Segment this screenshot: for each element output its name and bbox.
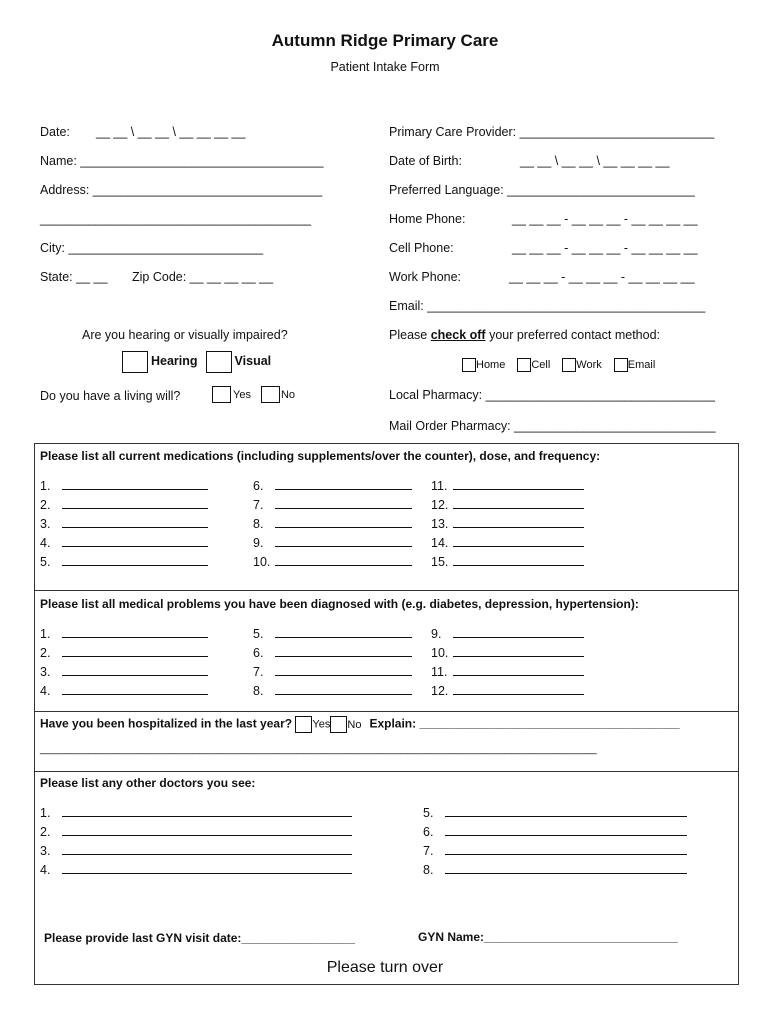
impaired-question: Are you hearing or visually impaired? <box>82 328 288 342</box>
living-will-question: Do you have a living will? <box>40 389 181 403</box>
doctor-row[interactable] <box>423 862 687 877</box>
problem-number: 6. <box>253 646 264 660</box>
med-blank[interactable] <box>275 516 412 528</box>
med-row[interactable] <box>253 535 412 550</box>
provider-field[interactable]: Primary Care Provider: ____________________________ <box>389 125 715 139</box>
problem-blank[interactable] <box>62 683 208 695</box>
problem-row[interactable] <box>40 664 208 679</box>
problems-heading: Please list all medical problems you have been diagnosed with (e.g. diabetes, depression, hypertension): <box>40 597 639 611</box>
problem-blank[interactable] <box>453 664 584 676</box>
dob-label: Date of Birth: <box>389 154 462 168</box>
contact-home-label: Home <box>476 358 506 371</box>
doctor-number: 7. <box>423 844 434 858</box>
address-field[interactable]: Address: _________________________________ <box>40 183 323 197</box>
med-number: 6. <box>253 479 264 493</box>
hospitalized-no-checkbox[interactable] <box>330 716 347 733</box>
problem-number: 9. <box>431 627 442 641</box>
hearing-checkbox[interactable] <box>122 351 148 373</box>
med-number: 14. <box>431 536 449 550</box>
med-number: 11. <box>431 479 448 493</box>
hospitalized-explain-line2[interactable]: ___________________________________________________________________________________________ <box>40 743 597 755</box>
doctor-blank[interactable] <box>445 843 687 855</box>
med-row[interactable] <box>40 554 208 569</box>
problem-row[interactable] <box>40 683 208 698</box>
problem-row[interactable] <box>431 664 584 679</box>
med-row[interactable] <box>431 478 584 493</box>
problem-number: 10. <box>431 646 449 660</box>
hospitalized-no-label: No <box>347 718 362 731</box>
form-subtitle: Patient Intake Form <box>330 60 440 74</box>
med-blank[interactable] <box>275 478 412 490</box>
med-blank[interactable] <box>453 516 584 528</box>
mail-pharmacy-field[interactable]: Mail Order Pharmacy: _____________________________ <box>389 419 716 433</box>
med-number: 2. <box>40 498 51 512</box>
med-number: 10. <box>253 555 271 569</box>
doctor-row[interactable] <box>40 824 352 839</box>
problem-number: 1. <box>40 627 51 641</box>
hearing-label: Hearing <box>151 354 198 369</box>
med-blank[interactable] <box>62 516 208 528</box>
doctor-blank[interactable] <box>445 862 687 874</box>
problem-row[interactable] <box>253 645 412 660</box>
med-row[interactable] <box>253 554 412 569</box>
hospitalized-row <box>40 716 680 733</box>
visual-label: Visual <box>234 354 272 369</box>
doctor-row[interactable] <box>423 824 687 839</box>
doctor-number: 6. <box>423 825 434 839</box>
doctor-blank[interactable] <box>62 862 352 874</box>
doctor-row[interactable] <box>423 805 687 820</box>
med-blank[interactable] <box>62 497 208 509</box>
problem-blank[interactable] <box>453 645 584 657</box>
living-will-no-checkbox[interactable] <box>261 386 280 403</box>
med-row[interactable] <box>431 554 584 569</box>
divider-3 <box>34 771 738 772</box>
home-phone-label: Home Phone: <box>389 212 466 226</box>
med-number: 5. <box>40 555 51 569</box>
problem-blank[interactable] <box>275 645 412 657</box>
problem-row[interactable] <box>253 664 412 679</box>
zip-field[interactable]: Zip Code: __ __ __ __ __ <box>132 270 274 284</box>
email-field[interactable]: Email: ________________________________________ <box>389 299 706 313</box>
city-field[interactable]: City: ____________________________ <box>40 241 264 255</box>
problem-number: 12. <box>431 684 449 698</box>
problem-blank[interactable] <box>62 664 208 676</box>
problem-number: 4. <box>40 684 51 698</box>
date-field[interactable]: __ __ \ __ __ \ __ __ __ __ <box>96 125 246 139</box>
med-row[interactable] <box>253 497 412 512</box>
medications-heading: Please list all current medications (including supplements/over the counter), dose, and frequency: <box>40 449 601 463</box>
med-row[interactable] <box>40 497 208 512</box>
problem-row[interactable] <box>431 683 584 698</box>
dob-field[interactable]: __ __ \ __ __ \ __ __ __ __ <box>520 154 670 168</box>
doctor-blank[interactable] <box>62 843 352 855</box>
med-blank[interactable] <box>62 478 208 490</box>
med-number: 9. <box>253 536 264 550</box>
cell-phone-label: Cell Phone: <box>389 241 454 255</box>
problem-blank[interactable] <box>275 664 412 676</box>
living-will-no-label: No <box>280 388 296 401</box>
contact-method-question <box>389 328 660 342</box>
doctor-blank[interactable] <box>445 824 687 836</box>
problem-number: 3. <box>40 665 51 679</box>
med-number: 13. <box>431 517 449 531</box>
med-row[interactable] <box>40 478 208 493</box>
contact-cell-checkbox[interactable] <box>517 358 531 372</box>
med-number: 15. <box>431 555 449 569</box>
doctor-row[interactable] <box>40 862 352 877</box>
living-will-yes-label: Yes <box>233 388 251 401</box>
living-will-options <box>212 386 295 403</box>
doctors-heading: Please list any other doctors you see: <box>40 776 256 790</box>
home-phone-field[interactable]: __ __ __ - __ __ __ - __ __ __ __ <box>512 212 698 226</box>
med-number: 7. <box>253 498 264 512</box>
med-blank[interactable] <box>453 478 584 490</box>
med-row[interactable] <box>431 516 584 531</box>
contact-work-checkbox[interactable] <box>562 358 576 372</box>
gyn-name-field[interactable]: GYN Name:_____________________________ <box>418 930 678 944</box>
visual-checkbox[interactable] <box>206 351 232 373</box>
problem-blank[interactable] <box>275 683 412 695</box>
med-blank[interactable] <box>275 535 412 547</box>
contact-prefix: Please <box>389 328 431 342</box>
divider-1 <box>34 590 738 591</box>
divider-2 <box>34 711 738 712</box>
med-blank[interactable] <box>275 554 412 566</box>
med-number: 1. <box>40 479 51 493</box>
doctor-number: 3. <box>40 844 51 858</box>
problem-row[interactable] <box>253 626 412 641</box>
problem-row[interactable] <box>40 626 208 641</box>
doctor-row[interactable] <box>40 843 352 858</box>
med-blank[interactable] <box>275 497 412 509</box>
med-blank[interactable] <box>453 497 584 509</box>
doctor-blank[interactable] <box>62 824 352 836</box>
doctor-number: 2. <box>40 825 51 839</box>
med-number: 8. <box>253 517 264 531</box>
problem-number: 11. <box>431 665 448 679</box>
doctor-blank[interactable] <box>62 805 352 817</box>
problem-row[interactable] <box>40 645 208 660</box>
problem-row[interactable] <box>431 626 584 641</box>
problem-blank[interactable] <box>453 626 584 638</box>
problem-blank[interactable] <box>275 626 412 638</box>
hospitalized-yes-label: Yes <box>312 718 331 731</box>
med-row[interactable] <box>253 478 412 493</box>
work-phone-field[interactable]: __ __ __ - __ __ __ - __ __ __ __ <box>509 270 695 284</box>
doctor-row[interactable] <box>423 843 687 858</box>
problem-number: 2. <box>40 646 51 660</box>
med-number: 12. <box>431 498 449 512</box>
contact-email-checkbox[interactable] <box>614 358 628 372</box>
problem-row[interactable] <box>431 645 584 660</box>
contact-home-checkbox[interactable] <box>462 358 476 372</box>
local-pharmacy-field[interactable]: Local Pharmacy: _________________________________ <box>389 388 715 402</box>
problem-blank[interactable] <box>62 645 208 657</box>
med-blank[interactable] <box>62 554 208 566</box>
med-blank[interactable] <box>453 535 584 547</box>
contact-email-label: Email <box>627 358 656 371</box>
med-row[interactable] <box>40 516 208 531</box>
form-title: Autumn Ridge Primary Care <box>271 31 499 50</box>
doctor-number: 5. <box>423 806 434 820</box>
address-line2-field[interactable]: _______________________________________ <box>40 212 312 226</box>
contact-suffix: your preferred contact method: <box>485 328 660 342</box>
impaired-options <box>122 351 271 373</box>
med-row[interactable] <box>431 497 584 512</box>
problem-number: 8. <box>253 684 264 698</box>
problem-blank[interactable] <box>453 683 584 695</box>
problem-blank[interactable] <box>62 626 208 638</box>
doctor-blank[interactable] <box>445 805 687 817</box>
hospitalized-question: Have you been hospitalized in the last year? <box>40 716 293 731</box>
state-field[interactable]: State: __ __ <box>40 270 108 284</box>
date-label: Date: <box>40 125 70 139</box>
name-field[interactable]: Name: ___________________________________ <box>40 154 324 168</box>
problem-number: 5. <box>253 627 264 641</box>
doctor-number: 8. <box>423 863 434 877</box>
contact-cell-label: Cell <box>531 358 551 371</box>
language-field[interactable]: Preferred Language: ___________________________ <box>389 183 695 197</box>
cell-phone-field[interactable]: __ __ __ - __ __ __ - __ __ __ __ <box>512 241 698 255</box>
work-phone-label: Work Phone: <box>389 270 462 284</box>
gyn-visit-field[interactable]: Please provide last GYN visit date:_________________ <box>44 931 355 945</box>
med-number: 4. <box>40 536 51 550</box>
med-row[interactable] <box>40 535 208 550</box>
hospitalized-explain-field[interactable]: Explain: _______________________________________ <box>369 716 680 731</box>
living-will-yes-checkbox[interactable] <box>212 386 231 403</box>
med-blank[interactable] <box>62 535 208 547</box>
problem-number: 7. <box>253 665 264 679</box>
contact-work-label: Work <box>576 358 602 371</box>
doctor-number: 4. <box>40 863 51 877</box>
contact-emphasis: check off <box>430 328 486 342</box>
doctor-row[interactable] <box>40 805 352 820</box>
turn-over-note: Please turn over <box>326 959 444 976</box>
hospitalized-yes-checkbox[interactable] <box>295 716 312 733</box>
doctor-number: 1. <box>40 806 51 820</box>
med-row[interactable] <box>431 535 584 550</box>
med-number: 3. <box>40 517 51 531</box>
med-blank[interactable] <box>453 554 584 566</box>
contact-options <box>462 358 655 372</box>
problem-row[interactable] <box>253 683 412 698</box>
med-row[interactable] <box>253 516 412 531</box>
